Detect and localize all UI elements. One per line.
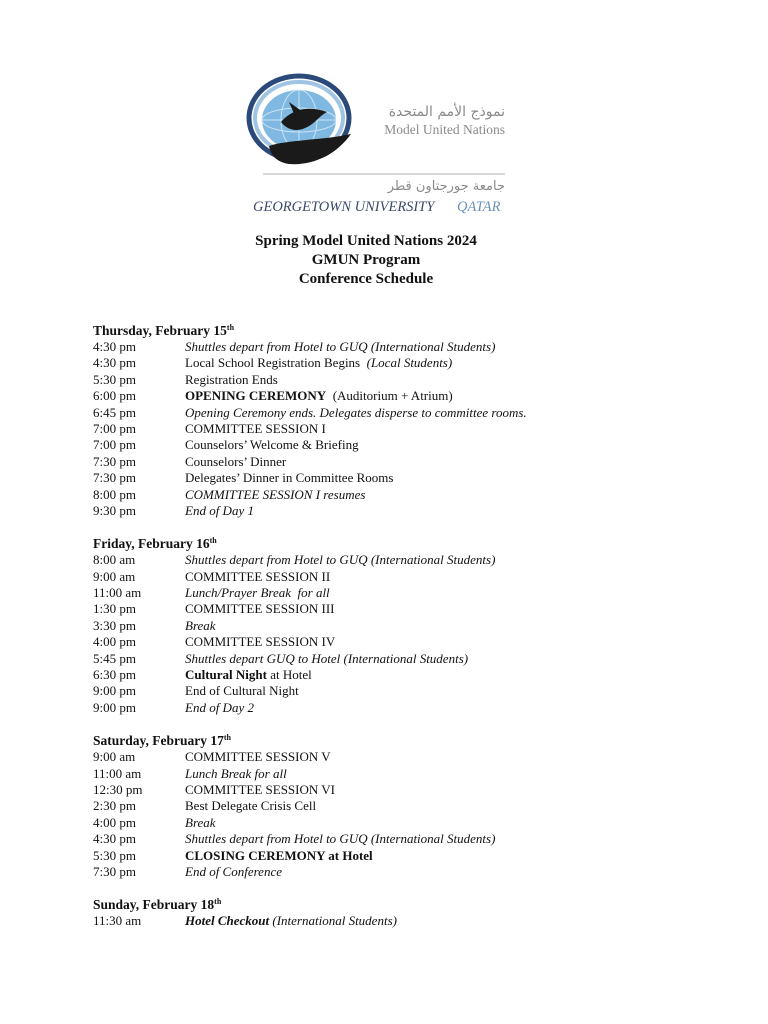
- event-text: Local School Registration Begins: [185, 355, 367, 371]
- schedule-row: [93, 913, 713, 929]
- schedule-row: [93, 634, 713, 650]
- day-heading: [93, 732, 713, 749]
- schedule-row: [93, 585, 713, 601]
- logo-english-mun: Model United Nations: [384, 122, 505, 137]
- event-text: COMMITTEE SESSION IV: [185, 634, 336, 650]
- schedule-row: [93, 388, 713, 404]
- event-time: 7:30 pm: [93, 470, 136, 486]
- event-time: 8:00 pm: [93, 486, 136, 502]
- schedule-row: [93, 798, 713, 814]
- schedule-row: [93, 405, 713, 421]
- gmun-logo: [233, 70, 523, 218]
- event-time: 6:00 pm: [93, 388, 136, 404]
- event-time: 4:00 pm: [93, 814, 136, 830]
- event-time: 8:00 am: [93, 552, 136, 568]
- event-text: OPENING CEREMONY: [185, 388, 327, 404]
- event-description: [185, 848, 713, 864]
- schedule-row: [93, 766, 713, 782]
- event-text: Shuttles depart GUQ to Hotel (International Students): [185, 650, 469, 666]
- event-time: 4:30 pm: [93, 339, 136, 354]
- schedule-row: [93, 749, 713, 765]
- event-time: 9:00 am: [93, 568, 136, 584]
- event-text: COMMITTEE SESSION II: [185, 568, 331, 584]
- day-heading-label: Sunday, February 18: [93, 897, 215, 913]
- event-description: [185, 470, 713, 486]
- day-heading-label: Saturday, February 17: [93, 733, 224, 749]
- event-time: 2:30 pm: [93, 798, 136, 814]
- event-time: 6:30 pm: [93, 667, 136, 683]
- event-text: Shuttles depart from Hotel to GUQ (International Students): [185, 339, 496, 354]
- event-text: COMMITTEE SESSION I resumes: [185, 486, 366, 502]
- logo-english-qatar: QATAR: [457, 199, 501, 215]
- schedule-row: [93, 667, 713, 683]
- event-description: [185, 601, 713, 617]
- schedule-row: [93, 454, 713, 470]
- event-text: Registration Ends: [185, 371, 278, 387]
- schedule-row: [93, 864, 713, 880]
- schedule-row: [93, 618, 713, 634]
- schedule-row: [93, 601, 713, 617]
- event-text: (International Students): [269, 913, 397, 929]
- event-time: 7:30 pm: [93, 863, 136, 879]
- event-time: 6:45 pm: [93, 404, 136, 420]
- event-time: 11:30 am: [93, 913, 142, 929]
- event-description: [185, 651, 713, 667]
- event-description: [185, 585, 713, 601]
- event-text: Best Delegate Crisis Cell: [185, 798, 317, 814]
- event-time: 7:30 pm: [93, 453, 136, 469]
- event-description: [185, 913, 713, 929]
- event-description: [185, 634, 713, 650]
- event-time: 4:30 pm: [93, 355, 136, 371]
- event-description: [185, 831, 713, 847]
- event-description: [185, 749, 713, 765]
- schedule-row: [93, 552, 713, 568]
- schedule-row: [93, 470, 713, 486]
- event-time: 1:30 pm: [93, 601, 136, 617]
- event-time: 12:30 pm: [93, 781, 143, 797]
- event-time: 4:00 pm: [93, 634, 136, 650]
- event-text: COMMITTEE SESSION V: [185, 749, 331, 765]
- event-text: Opening Ceremony ends. Delegates disperse to committee rooms.: [185, 404, 527, 420]
- event-description: [185, 503, 713, 519]
- day-section: [93, 896, 713, 929]
- day-heading-suffix: th: [223, 733, 232, 743]
- day-heading-suffix: th: [226, 323, 235, 332]
- day-heading: [93, 535, 713, 552]
- schedule-row: [93, 437, 713, 453]
- document-title: [0, 232, 732, 289]
- schedule-row: [93, 421, 713, 437]
- day-heading-label: Friday, February 16: [93, 536, 210, 552]
- event-text: at Hotel: [266, 667, 312, 683]
- event-time: 7:00 pm: [93, 437, 136, 453]
- schedule-row: [93, 815, 713, 831]
- day-heading: [93, 322, 713, 339]
- event-time: 11:00 am: [93, 585, 142, 601]
- event-description: [185, 864, 713, 880]
- day-heading-label: Thursday, February 15: [93, 323, 227, 338]
- event-description: [185, 405, 713, 421]
- event-description: [185, 683, 713, 699]
- event-description: [185, 487, 713, 503]
- event-description: [185, 618, 713, 634]
- event-description: [185, 700, 713, 716]
- logo-arabic-mun: نموذج الأمم المتحدة: [388, 104, 505, 120]
- day-heading: [93, 896, 713, 913]
- schedule-row: [93, 831, 713, 847]
- event-text: Lunch/Prayer Break for all: [185, 585, 330, 601]
- title-line-3: Conference Schedule: [298, 271, 434, 287]
- logo-arabic-university: جامعة جورجتاون قطر: [387, 179, 505, 194]
- schedule-row: [93, 372, 713, 388]
- schedule-row: [93, 503, 713, 519]
- event-description: [185, 798, 713, 814]
- event-description: [185, 766, 713, 782]
- event-text: Counselors’ Dinner: [185, 453, 287, 469]
- event-text: End of Cultural Night: [185, 683, 299, 699]
- event-description: [185, 339, 713, 355]
- conference-schedule: [93, 322, 713, 946]
- schedule-row: [93, 683, 713, 699]
- day-section: [93, 535, 713, 716]
- event-time: 11:00 am: [93, 765, 142, 781]
- event-text: Shuttles depart from Hotel to GUQ (International Students): [185, 552, 496, 568]
- event-time: 5:45 pm: [93, 650, 136, 666]
- event-text: End of Conference: [185, 863, 282, 879]
- title-line-2: GMUN Program: [311, 252, 421, 268]
- event-text: End of Day 1: [185, 502, 254, 518]
- day-heading-suffix: th: [209, 536, 217, 546]
- logo-english-university: GEORGETOWN UNIVERSITY: [253, 199, 435, 215]
- event-text: COMMITTEE SESSION VI: [185, 781, 335, 797]
- event-description: [185, 782, 713, 798]
- schedule-row: [93, 782, 713, 798]
- event-description: [185, 421, 713, 437]
- schedule-row: [93, 339, 713, 355]
- event-description: [185, 667, 713, 683]
- event-text: Delegates’ Dinner in Committee Rooms: [185, 470, 394, 486]
- schedule-row: [93, 848, 713, 864]
- event-time: 9:00 pm: [93, 683, 136, 699]
- event-description: [185, 815, 713, 831]
- event-text: (Local Students): [366, 355, 453, 371]
- day-heading-suffix: th: [214, 897, 222, 907]
- title-line-1: Spring Model United Nations 2024: [255, 233, 477, 249]
- event-time: 7:00 pm: [93, 420, 136, 436]
- event-text: Hotel Checkout: [185, 913, 270, 929]
- event-time: 9:30 pm: [93, 502, 136, 518]
- event-time: 5:30 pm: [93, 847, 136, 863]
- event-description: [185, 552, 713, 568]
- schedule-row: [93, 487, 713, 503]
- schedule-row: [93, 355, 713, 371]
- event-text: Counselors’ Welcome & Briefing: [185, 437, 359, 453]
- event-text: CLOSING CEREMONY at Hotel: [185, 847, 373, 863]
- event-description: [185, 437, 713, 453]
- day-section: [93, 322, 713, 519]
- schedule-row: [93, 569, 713, 585]
- event-time: 9:00 pm: [93, 699, 136, 715]
- event-description: [185, 355, 713, 371]
- event-text: COMMITTEE SESSION I: [185, 420, 326, 436]
- event-text: Break: [185, 814, 216, 830]
- event-description: [185, 569, 713, 585]
- event-text: (Auditorium + Atrium): [326, 388, 453, 404]
- event-description: [185, 372, 713, 388]
- day-section: [93, 732, 713, 880]
- event-text: Shuttles depart from Hotel to GUQ (International Students): [185, 831, 496, 847]
- event-text: Break: [185, 617, 216, 633]
- event-time: 5:30 pm: [93, 371, 136, 387]
- schedule-row: [93, 651, 713, 667]
- event-text: Cultural Night: [185, 667, 267, 683]
- event-description: [185, 388, 713, 404]
- event-time: 9:00 am: [93, 749, 136, 765]
- event-time: 4:30 pm: [93, 831, 136, 847]
- schedule-row: [93, 700, 713, 716]
- event-text: End of Day 2: [185, 699, 254, 715]
- event-text: Lunch Break for all: [185, 765, 287, 781]
- event-text: COMMITTEE SESSION III: [185, 601, 335, 617]
- logo-graphic: [233, 70, 523, 218]
- event-description: [185, 454, 713, 470]
- event-time: 3:30 pm: [93, 617, 136, 633]
